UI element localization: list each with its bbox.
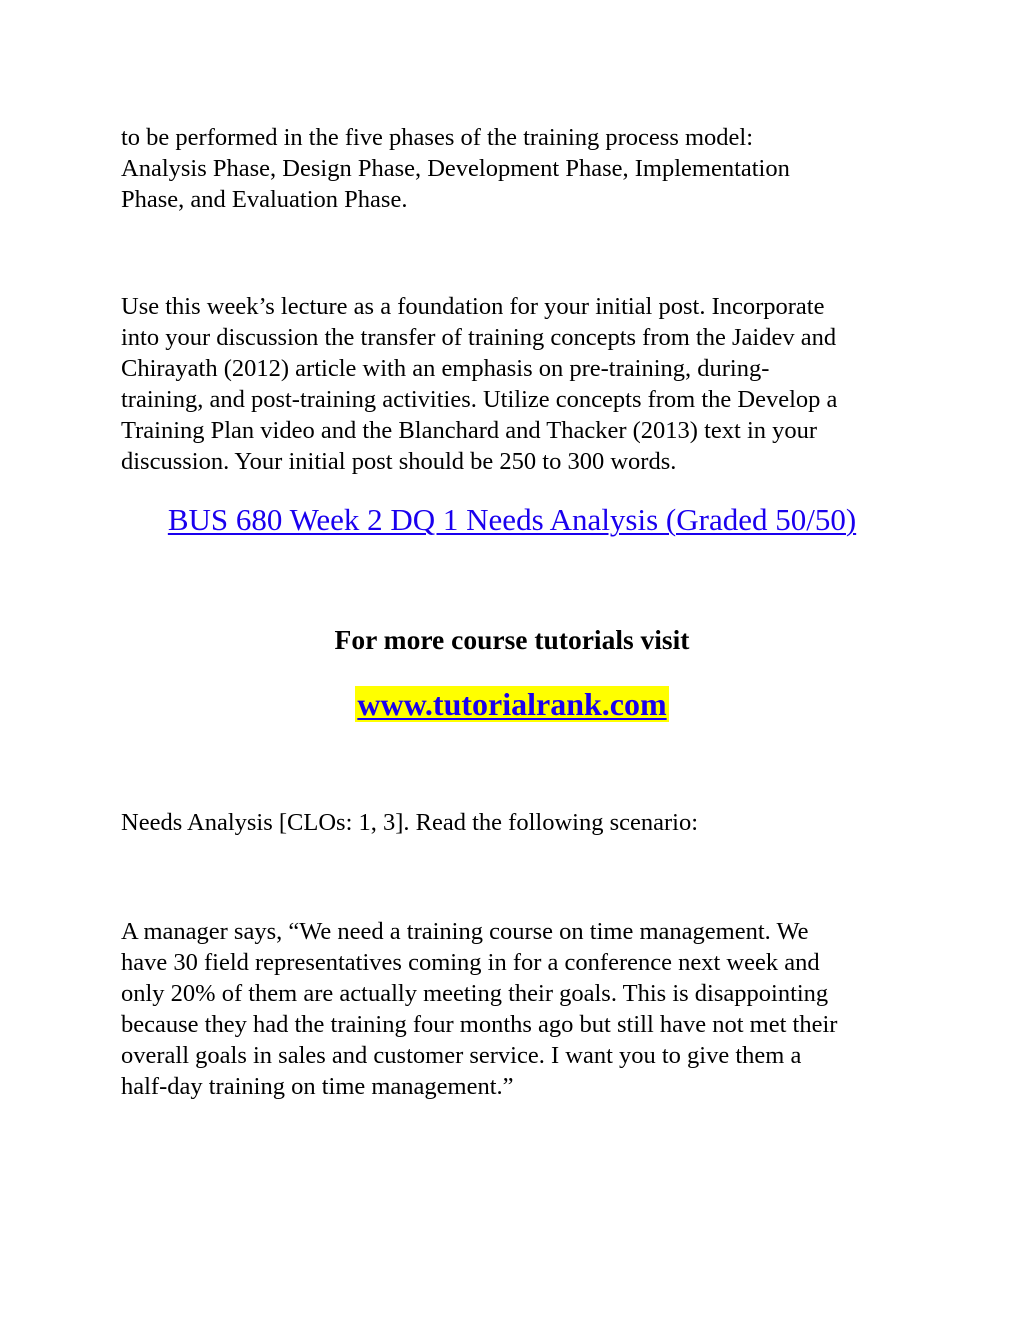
- text-line: into your discussion the transfer of training concepts from the Jaidev and: [121, 324, 837, 351]
- text-line: Phase, and Evaluation Phase.: [121, 186, 408, 213]
- text-line: Chirayath (2012) article with an emphasis on pre-training, during-: [121, 355, 770, 382]
- course-link[interactable]: BUS 680 Week 2 DQ 1 Needs Analysis (Graded 50/50): [167, 502, 857, 537]
- site-link-row: [0, 683, 1024, 725]
- text-line: Use this week’s lecture as a foundation for your initial post. Incorporate: [121, 293, 825, 320]
- assignment-intro: [121, 807, 921, 838]
- instructions-paragraph: [121, 291, 921, 477]
- site-link[interactable]: www.tutorialrank.com: [357, 686, 667, 722]
- text-line: training, and post-training activities. Utilize concepts from the Develop a: [121, 386, 838, 413]
- promo-heading: For more course tutorials visit: [334, 624, 690, 655]
- text-line: overall goals in sales and customer service. I want you to give them a: [121, 1042, 802, 1069]
- text-line: Analysis Phase, Design Phase, Development Phase, Implementation: [121, 155, 790, 182]
- text-line: because they had the training four months ago but still have not met their: [121, 1011, 838, 1038]
- text-line: discussion. Your initial post should be 250 to 300 words.: [121, 448, 677, 475]
- intro-paragraph: [121, 122, 921, 215]
- text-line: Training Plan video and the Blanchard and Thacker (2013) text in your: [121, 417, 818, 444]
- text-line: half-day training on time management.”: [121, 1073, 514, 1100]
- text-line: to be performed in the five phases of the training process model:: [121, 124, 754, 151]
- course-link-row: [0, 500, 1024, 540]
- text-line: have 30 field representatives coming in for a conference next week and: [121, 949, 820, 976]
- text-line: Needs Analysis [CLOs: 1, 3]. Read the following scenario:: [121, 809, 699, 836]
- text-line: A manager says, “We need a training course on time management. We: [121, 918, 809, 945]
- scenario-paragraph: [121, 916, 921, 1102]
- text-line: only 20% of them are actually meeting their goals. This is disappointing: [121, 980, 829, 1007]
